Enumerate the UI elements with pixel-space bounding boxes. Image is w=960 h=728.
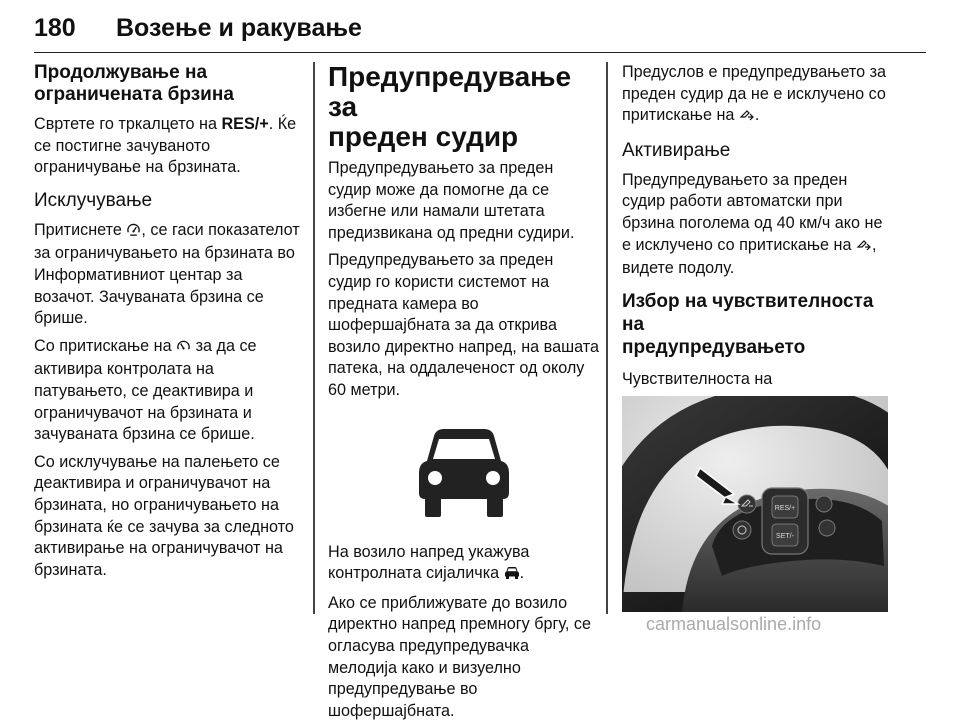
vehicle-ahead-figure (328, 408, 600, 534)
paragraph-resume: Свртете го тркалцето на RES/+. Ќе се постигне зачуваното ограничување на брзината. (34, 115, 297, 177)
cruise-control-icon (176, 338, 191, 360)
paragraph-cruise-activation: Со притискање на за да се активира контролата на патувањето, се деактивира и ограничувачот на брзината и зачуваната брзина се брише. (34, 336, 257, 444)
paragraph-indicator: На возило напред укажува контролната сијаличка . (328, 542, 600, 587)
heading-activation: Активирање (622, 139, 731, 161)
watermark: carmanualsonline.info (646, 614, 822, 634)
page-header (34, 0, 926, 53)
paragraph-ignition-off: Со исклучување на палењето се деактивира и ограничувачот на брзината, но ограничувањето на брзината ќе се зачува за следното активирање на ограничувачот на брзината. (34, 452, 294, 579)
vehicle-ahead-icon (504, 565, 520, 587)
res-label: RES/+ (221, 115, 269, 133)
paragraph-sensitivity: Чувствителноста на (622, 369, 773, 388)
collision-alert-button-icon (856, 237, 872, 259)
column-1 (34, 62, 302, 587)
paragraph-warning: Ако се приближувате до возило директно напред премногу бргу, се огласува предупредувачка мелодија како и визуелно предупредување во шофершајбната. (328, 593, 591, 720)
heading-resume-limit: Продолжување на ограничената брзина (34, 62, 234, 105)
res-button-label: RES/+ (774, 505, 796, 512)
paragraph-deactivation: Притиснете , се гаси показателот за ограничувањето на брзината во Информативниот центар за возачот. Зачуваната брзина се брише. (34, 220, 300, 328)
paragraph-precondition: Предуслов е предупредувањето за преден судир да не е исклучено со притискање на . (622, 62, 892, 129)
chapter-title: Возење и ракување (116, 14, 362, 42)
paragraph-fca-camera: Предупредувањето за преден судир го користи системот на предната камера во шофершајбната за да открива возило директно напред, на вашата патека, на оддалеченост од околу 60 метри. (328, 251, 599, 399)
paragraph-activation: Предупредувањето за преден судир работи автоматски при брзина поголема од 40 км/ч ако не е исклучено со притискање на , видете подолу. (622, 170, 883, 278)
paragraph-fca-intro: Предупредувањето за преден судир може да помогне да се избегне или намали штетата предизвикана од предни судири. (328, 159, 575, 242)
column-2 (328, 62, 600, 728)
column-divider-2 (606, 62, 608, 614)
vehicle-ahead-icon (409, 421, 519, 521)
steering-wheel-photo (622, 396, 888, 612)
heading-sensitivity: Избор на чувствителноста на предупредувањето (622, 290, 874, 358)
set-button-label: SET/- (776, 533, 794, 540)
speed-limiter-icon (126, 222, 141, 244)
page-number: 180 (34, 14, 76, 42)
heading-deactivation: Исклучување (34, 189, 153, 211)
column-divider-1 (313, 62, 315, 614)
collision-alert-button-icon (739, 107, 755, 129)
heading-forward-collision-alert: Предупредување за преден судир (328, 61, 572, 152)
